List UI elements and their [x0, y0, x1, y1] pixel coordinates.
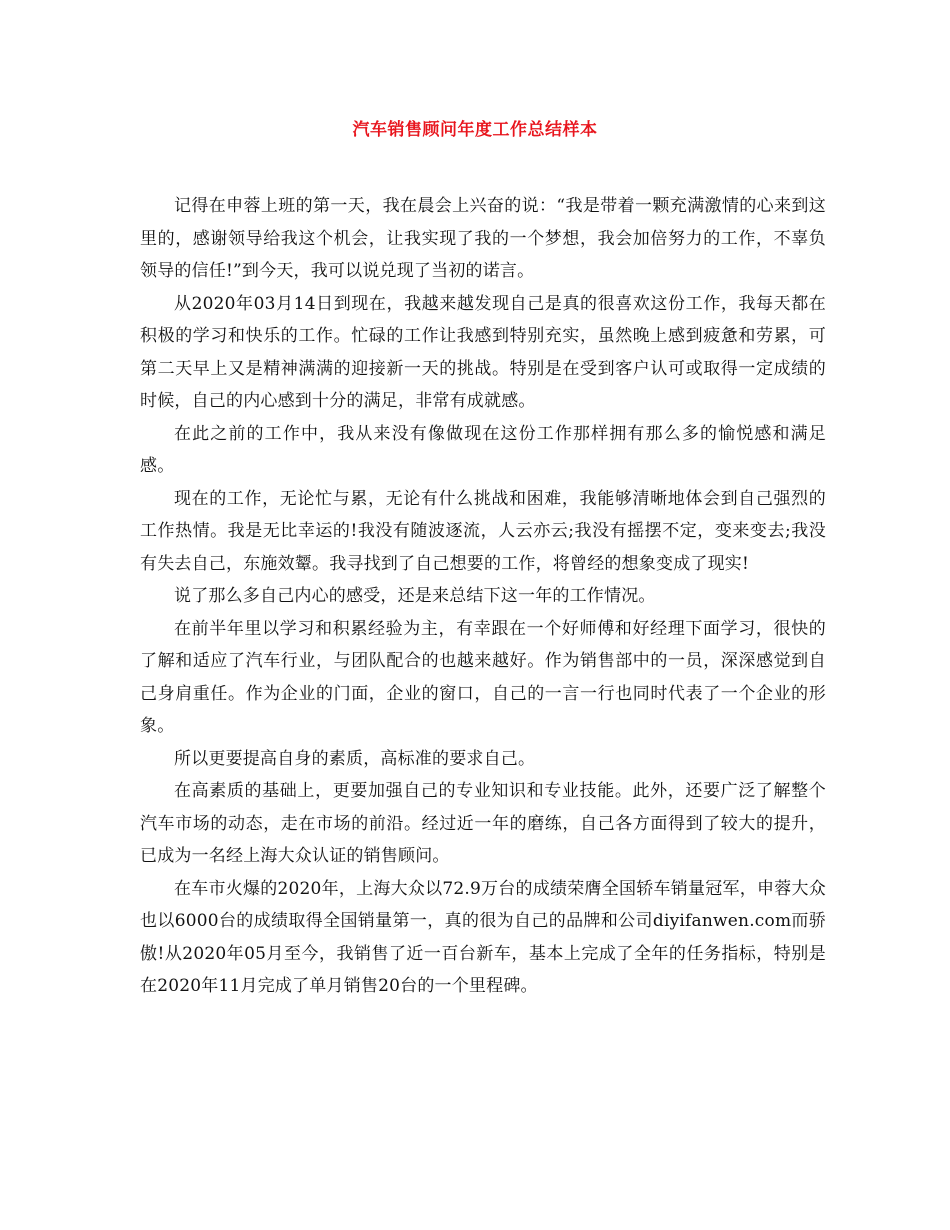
paragraph: 在此之前的工作中，我从来没有像做现在这份工作那样拥有那么多的愉悦感和满足感。: [140, 423, 826, 476]
document-title: 汽车销售顾问年度工作总结样本: [352, 120, 598, 140]
document-body: [140, 190, 826, 1003]
paragraph: 从2020年03月14日到现在，我越来越发现自己是真的很喜欢这份工作，我每天都在积极的学习和快乐的工作。忙碌的工作让我感到特别充实，虽然晚上感到疲惫和劳累，可第二天早上又是精神满满的迎接新一天的挑战。特别是在受到客户认可或取得一定成绩的时候，自己的内心感到十分的满足，非常有成就感。: [140, 293, 826, 411]
paragraph: 在高素质的基础上，更要加强自己的专业知识和专业技能。此外，还要广泛了解整个汽车市场的动态，走在市场的前沿。经过近一年的磨练，自己各方面得到了较大的提升，已成为一名经上海大众认证的销售顾问。: [140, 781, 826, 866]
paragraph: 在车市火爆的2020年，上海大众以72.9万台的成绩荣膺全国轿车销量冠军，申蓉大众也以6000台的成绩取得全国销量第一，真的很为自己的品牌和公司diyifanwen.com而骄傲!从2020年05月至今，我销售了近一百台新车，基本上完成了全年的任务指标，特别是在2020年11月完成了单月销售20台的一个里程碑。: [140, 878, 826, 996]
paragraph: 记得在申蓉上班的第一天，我在晨会上兴奋的说：“我是带着一颗充满激情的心来到这里的，感谢领导给我这个机会，让我实现了我的一个梦想，我会加倍努力的工作，不辜负领导的信任!”到今天，我可以说兑现了当初的诺言。: [140, 196, 826, 281]
paragraph: 说了那么多自己内心的感受，还是来总结下这一年的工作情况。: [174, 586, 656, 606]
paragraph: 现在的工作，无论忙与累，无论有什么挑战和困难，我能够清晰地体会到自己强烈的工作热情。我是无比幸运的!我没有随波逐流，人云亦云;我没有摇摆不定，变来变去;我没有失去自己，东施效颦。我寻找到了自己想要的工作，将曾经的想象变成了现实!: [140, 488, 826, 574]
paragraph: 所以更要提高自身的素质，高标准的要求自己。: [174, 748, 536, 769]
paragraph: 在前半年里以学习和积累经验为主，有幸跟在一个好师傅和好经理下面学习，很快的了解和适应了汽车行业，与团队配合的也越来越好。作为销售部中的一员，深深感觉到自己身肩重任。作为企业的门面，企业的窗口，自己的一言一行也同时代表了一个企业的形象。: [140, 618, 826, 736]
